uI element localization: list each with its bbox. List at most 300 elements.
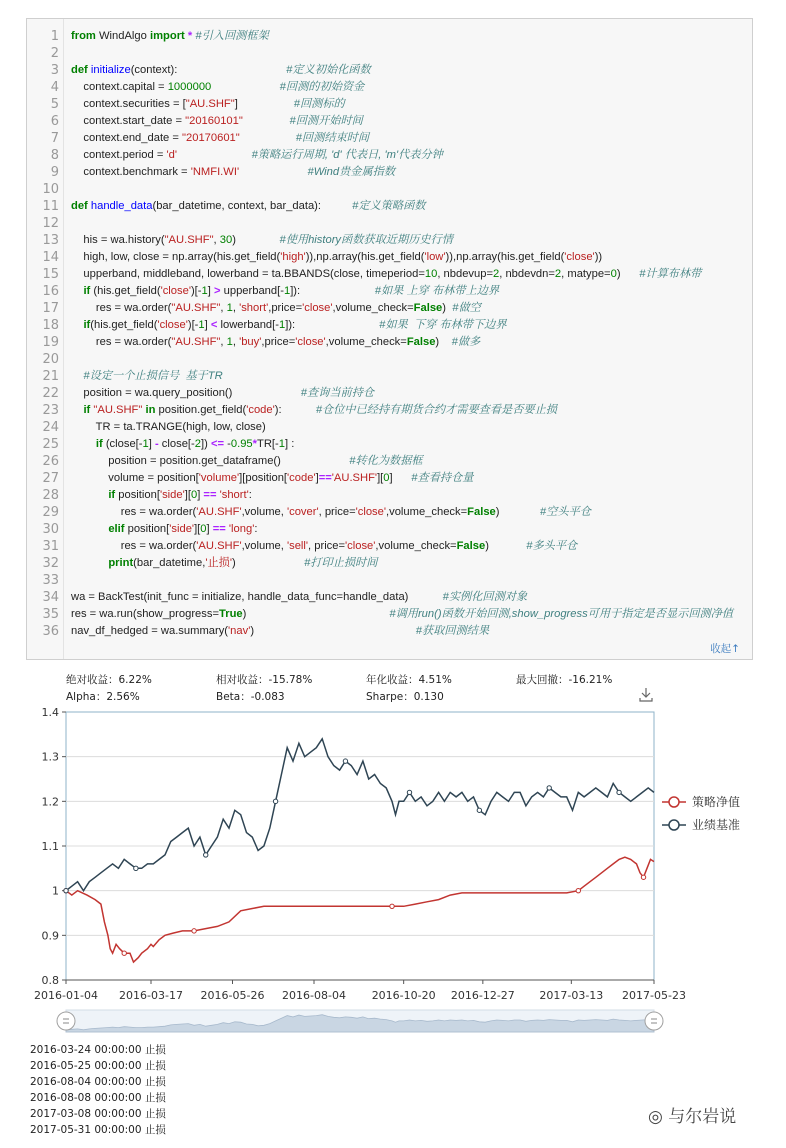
- code-token: )[-: [187, 319, 199, 331]
- code-token: #如果 上穿 布林带上边界: [374, 285, 500, 297]
- code-token: #回测标的: [293, 98, 345, 110]
- code-token: ,price=: [268, 302, 303, 314]
- code-token: 1: [201, 285, 208, 297]
- code-token: ,volume_check=: [375, 540, 457, 552]
- code-token: #Wind贵金属指数: [307, 166, 396, 178]
- code-token: ]: [206, 523, 213, 535]
- code-token: ,: [220, 302, 227, 314]
- watermark: [648, 1102, 736, 1127]
- line-number: 4: [50, 80, 59, 95]
- stat-label: Beta：: [216, 691, 251, 703]
- code-line: [71, 300, 481, 317]
- legend-marker[interactable]: [669, 797, 679, 807]
- code-token: ,: [213, 234, 220, 246]
- code-token: ): [495, 506, 540, 518]
- code-token: #查看持仓量: [411, 472, 474, 484]
- x-tick-label: 2016-10-20: [371, 989, 436, 1002]
- code-token: '止损': [205, 557, 232, 569]
- line-number: 12: [42, 216, 59, 231]
- code-token: True: [219, 608, 243, 620]
- y-tick-label: 0.8: [41, 974, 59, 987]
- code-token: 1: [283, 285, 291, 297]
- code-token: handle_data: [90, 200, 153, 212]
- y-tick-label: 0.9: [41, 929, 59, 943]
- code-token: #转化为数据框: [349, 455, 423, 467]
- stat-value: 2.56%: [106, 691, 140, 703]
- code-token: ,: [220, 336, 227, 348]
- code-token: 2: [554, 268, 562, 280]
- code-token: (context):: [130, 64, 287, 76]
- code-token: ):: [274, 404, 316, 416]
- code-token: [239, 166, 307, 178]
- code-token: False: [406, 336, 436, 348]
- log-line: 2016-03-24 00:00:00 止损: [30, 1044, 166, 1056]
- series-point: [407, 790, 411, 794]
- code-token: ,volume_check=: [325, 336, 407, 348]
- collapse-link[interactable]: 收起↑: [710, 643, 740, 655]
- code-token: #策略运行周期, 'd' 代表日, 'm'代表分钟: [251, 149, 443, 161]
- code-token: context.capital =: [71, 81, 168, 93]
- line-number: 20: [42, 352, 59, 367]
- code-token: elif: [108, 523, 125, 535]
- code-line: [71, 164, 395, 181]
- code-token: volume = position[: [71, 472, 199, 484]
- code-line: [71, 317, 507, 334]
- code-token: ]: [204, 319, 211, 331]
- line-number: 21: [42, 369, 59, 384]
- code-token: (bar_datetime, context, bar_data):: [152, 200, 353, 212]
- code-line: [71, 368, 223, 385]
- code-line: [71, 385, 374, 402]
- code-line: [71, 283, 499, 300]
- code-token: ,: [232, 336, 240, 348]
- code-line: [71, 198, 425, 215]
- code-token: -: [154, 438, 159, 450]
- code-token: 'cover': [286, 506, 319, 518]
- line-number: 27: [42, 471, 59, 486]
- code-token: 0: [200, 523, 207, 535]
- code-line: [71, 79, 364, 96]
- code-token: #获取回测结果: [415, 625, 490, 637]
- code-token: 'side': [169, 523, 195, 535]
- line-number: 10: [42, 182, 59, 197]
- x-tick-label: 2016-05-26: [200, 989, 265, 1002]
- code-token: if: [83, 404, 91, 416]
- code-token: in: [145, 404, 156, 416]
- code-token: ,volume_check=: [386, 506, 468, 518]
- code-token: #计算布林带: [639, 268, 702, 280]
- code-token: 'low': [424, 251, 446, 263]
- code-token: ==: [212, 523, 226, 535]
- code-token: 'buy': [239, 336, 262, 348]
- line-number: 14: [42, 250, 59, 265]
- code-token: 'AU.SHF': [196, 506, 242, 518]
- line-number: 3: [50, 63, 59, 78]
- stat-label: Alpha：: [66, 691, 107, 703]
- x-tick-label: 2016-08-04: [282, 989, 346, 1002]
- line-number: 7: [50, 131, 59, 146]
- code-token: 'close': [345, 540, 376, 552]
- line-number: 18: [42, 318, 59, 333]
- code-line: [71, 589, 527, 606]
- code-token: 'close': [295, 336, 326, 348]
- code-token: #回测开始时间: [289, 115, 363, 127]
- code-token: #空头平仓: [539, 506, 591, 518]
- log-line: 2017-05-31 00:00:00 止损: [30, 1124, 166, 1136]
- code-token: #使用history函数获取近期历史行情: [279, 234, 453, 246]
- code-token: -: [224, 438, 231, 450]
- code-token: #如果 下穿 布林带下边界: [379, 319, 507, 331]
- code-line: [71, 402, 557, 419]
- x-tick-label: 2016-03-17: [119, 989, 183, 1002]
- watermark-text: 与尔岩说: [668, 1107, 737, 1127]
- code-token: TR[-: [257, 438, 279, 450]
- code-token: from: [71, 30, 96, 42]
- line-number: 36: [42, 624, 59, 639]
- download-icon[interactable]: [640, 688, 652, 701]
- code-line: [71, 555, 377, 572]
- code-token: False: [467, 506, 496, 518]
- series-point: [134, 866, 138, 870]
- code-token: 0: [190, 489, 198, 501]
- code-token: 'AU.SHF': [331, 472, 378, 484]
- line-number: 24: [42, 420, 59, 435]
- code-token: (bar_datetime,: [133, 557, 206, 569]
- code-token: 'NMFI.WI': [190, 166, 240, 178]
- code-line: [71, 249, 602, 266]
- series-line-1: [66, 739, 654, 891]
- line-number: 32: [42, 556, 59, 571]
- code-token: ] :: [285, 438, 295, 450]
- code-token: 'short': [219, 489, 249, 501]
- zoom-handle-left[interactable]: [57, 1012, 75, 1030]
- code-token: 2: [493, 268, 500, 280]
- code-token: #引入回测框架: [192, 30, 269, 42]
- code-line: [71, 232, 453, 249]
- code-line: [71, 623, 489, 640]
- line-number: 15: [42, 267, 59, 282]
- stat-label: 年化收益：: [366, 674, 419, 686]
- code-token: [243, 115, 290, 127]
- code-token: [71, 285, 83, 297]
- series-point: [576, 888, 580, 892]
- code-token: ][position[: [239, 472, 288, 484]
- x-tick-label: 2017-03-13: [539, 989, 604, 1002]
- code-token: 0: [610, 268, 617, 280]
- series-point: [122, 951, 126, 955]
- code-token: if: [83, 285, 91, 297]
- series-point: [477, 808, 481, 812]
- y-tick-label: 1: [52, 884, 59, 898]
- code-token: :: [248, 489, 252, 501]
- stat-value: -15.78%: [268, 674, 313, 686]
- stat-value: 6.22%: [118, 674, 152, 686]
- code-token: ]: [234, 98, 294, 110]
- code-token: 'AU.SHF': [196, 540, 242, 552]
- code-token: 'side': [159, 489, 185, 501]
- code-token: "AU.SHF": [93, 404, 143, 416]
- y-tick-label: 1.3: [41, 750, 59, 764]
- stat-label: 相对收益：: [216, 674, 269, 686]
- code-line: [71, 470, 473, 487]
- code-token: 'close': [355, 506, 386, 518]
- code-token: 0: [383, 472, 390, 484]
- code-token: res = wa.run(show_progress=: [71, 608, 219, 620]
- code-token: res = wa.order(: [71, 336, 172, 348]
- zoom-handle-right[interactable]: [645, 1012, 663, 1030]
- code-token: ]: [148, 438, 155, 450]
- code-token: import: [149, 30, 185, 42]
- line-number: 1: [50, 29, 59, 44]
- wechat-icon: ◎: [648, 1107, 663, 1127]
- line-number: 5: [50, 97, 59, 112]
- code-token: )): [594, 251, 603, 263]
- code-token: "20160101": [185, 115, 243, 127]
- code-token: , nbdevup=: [437, 268, 493, 280]
- code-token: False: [456, 540, 486, 552]
- code-token: #查询当前持仓: [300, 387, 375, 399]
- code-token: ): [435, 336, 452, 348]
- code-token: 'close': [302, 302, 333, 314]
- code-token: [71, 404, 83, 416]
- code-token: 10: [424, 268, 438, 280]
- code-token: position.get_field(: [155, 404, 247, 416]
- log-line: 2016-08-08 00:00:00 止损: [30, 1092, 166, 1104]
- code-token: ): [616, 268, 640, 280]
- code-token: ]: [389, 472, 412, 484]
- code-token: WindAlgo: [95, 30, 150, 42]
- line-number: 13: [42, 233, 59, 248]
- code-token: )),np.array(his.get_field(: [305, 251, 425, 263]
- legend-label[interactable]: 业绩基准: [692, 818, 741, 832]
- code-token: lowerband[-: [217, 319, 279, 331]
- code-token: )[-: [190, 285, 202, 297]
- code-token: 'long': [228, 523, 255, 535]
- code-token: close[-: [158, 438, 195, 450]
- code-token: initialize: [90, 64, 131, 76]
- code-token: high, low, close = np.array(his.get_field(: [71, 251, 281, 263]
- line-number: 8: [50, 148, 59, 163]
- log-line: 2016-08-04 00:00:00 止损: [30, 1076, 166, 1088]
- stat-value: -0.083: [250, 691, 285, 703]
- stat-label: 绝对收益：: [66, 674, 119, 686]
- code-token: upperband[-: [220, 285, 284, 297]
- code-token: print: [108, 557, 134, 569]
- code-token: context.end_date =: [71, 132, 183, 144]
- series-point: [204, 853, 208, 857]
- code-token: if: [83, 319, 91, 331]
- line-number: 34: [42, 590, 59, 605]
- code-token: 'code': [246, 404, 275, 416]
- backtest-chart: [0, 660, 786, 1040]
- code-token: 30: [219, 234, 233, 246]
- code-token: #设定一个止损信号 基于TR: [71, 370, 223, 382]
- code-line: [71, 96, 345, 113]
- code-token: ): [442, 302, 453, 314]
- line-number: 11: [42, 199, 59, 214]
- code-token: #仓位中已经持有期货合约才需要查看是否要止损: [315, 404, 557, 416]
- code-token: :: [254, 523, 258, 535]
- code-token: ]):: [290, 285, 375, 297]
- line-number: 2: [50, 46, 59, 61]
- code-token: ): [242, 608, 390, 620]
- line-number: 25: [42, 437, 59, 452]
- code-token: upperband, middleband, lowerband = ta.BBANDS(close, timeperiod=: [71, 268, 425, 280]
- code-line: [71, 147, 443, 164]
- stat-value: -16.21%: [568, 674, 613, 686]
- line-number: 17: [42, 301, 59, 316]
- log-line: 2016-05-25 00:00:00 止损: [30, 1060, 166, 1072]
- code-token: res = wa.order(: [71, 302, 172, 314]
- y-tick-label: 1.2: [41, 795, 59, 809]
- code-token: #调用run()函数开始回测,show_progress可用于指定是否显示回测净值: [389, 608, 734, 620]
- code-line: [71, 538, 577, 555]
- code-token: "AU.SHF": [185, 98, 235, 110]
- code-token: TR = ta.TRANGE(high, low, close): [71, 421, 266, 433]
- code-token: 1000000: [167, 81, 212, 93]
- code-token: [211, 81, 279, 93]
- code-token: #回测结束时间: [295, 132, 370, 144]
- code-token: ): [250, 625, 416, 637]
- code-token: , nbdevdn=: [499, 268, 555, 280]
- code-line: [71, 487, 252, 504]
- code-token: 'volume': [198, 472, 240, 484]
- code-token: 0.95: [230, 438, 253, 450]
- code-token: [240, 132, 296, 144]
- code-line: [71, 606, 733, 623]
- code-token: #回测的初始资金: [279, 81, 365, 93]
- legend-marker[interactable]: [669, 820, 679, 830]
- code-token: ): [485, 540, 527, 552]
- code-token: ][: [377, 472, 384, 484]
- code-token: 'close': [564, 251, 595, 263]
- series-point: [617, 790, 621, 794]
- code-token: ,volume_check=: [332, 302, 414, 314]
- code-token: his = wa.history(: [71, 234, 165, 246]
- code-line: [71, 521, 257, 538]
- code-token: [177, 149, 252, 161]
- stat-label: Sharpe：: [366, 691, 414, 703]
- code-token: 'sell': [286, 540, 309, 552]
- series-line-0: [66, 857, 654, 962]
- line-number: 29: [42, 505, 59, 520]
- stat-value: 4.51%: [418, 674, 452, 686]
- code-token: context.benchmark =: [71, 166, 191, 178]
- code-line: [71, 130, 369, 147]
- line-number: 30: [42, 522, 59, 537]
- code-token: [71, 523, 108, 535]
- code-token: [71, 438, 96, 450]
- code-token: #做多: [451, 336, 481, 348]
- code-token: *: [184, 30, 193, 42]
- code-token: 1: [278, 438, 285, 450]
- code-token: ]: [207, 285, 214, 297]
- code-token: "20170601": [182, 132, 240, 144]
- line-number-gutter: [27, 19, 64, 659]
- code-token: position = wa.query_position(): [71, 387, 301, 399]
- code-token: 'close': [160, 285, 191, 297]
- code-line: [71, 504, 591, 521]
- line-number: 33: [42, 573, 59, 588]
- line-number: 23: [42, 403, 59, 418]
- code-line: [71, 62, 371, 79]
- line-number: 19: [42, 335, 59, 350]
- code-token: if: [108, 489, 116, 501]
- code-line: [71, 436, 294, 453]
- code-token: context.period =: [71, 149, 167, 161]
- code-token: ,volume,: [241, 506, 287, 518]
- code-token: 1: [142, 438, 149, 450]
- stat-value: 0.130: [413, 691, 444, 703]
- code-token: 'nav': [228, 625, 251, 637]
- code-token: [71, 557, 108, 569]
- code-token: , price=: [308, 540, 346, 552]
- code-token: if: [95, 438, 103, 450]
- code-token: ): [232, 234, 280, 246]
- code-token: [71, 489, 108, 501]
- code-token: ]):: [285, 319, 380, 331]
- code-token: 'high': [280, 251, 306, 263]
- code-token: def: [71, 200, 88, 212]
- x-tick-label: 2017-05-23: [622, 989, 686, 1002]
- series-point: [64, 888, 68, 892]
- code-token: #做空: [452, 302, 481, 314]
- code-token: ]): [201, 438, 211, 450]
- code-token: def: [71, 64, 88, 76]
- code-token: 1: [226, 302, 233, 314]
- download-icon-stroke: [640, 698, 652, 701]
- code-token: #实例化回测对象: [442, 591, 528, 603]
- series-point: [273, 799, 277, 803]
- series-point: [343, 759, 347, 763]
- code-token: "AU.SHF": [164, 234, 214, 246]
- code-token: 1: [226, 336, 233, 348]
- code-token: "AU.SHF": [171, 336, 221, 348]
- series-point: [641, 875, 645, 879]
- code-token: 'd': [166, 149, 177, 161]
- code-token: 'close': [157, 319, 188, 331]
- code-line: [71, 419, 266, 436]
- code-token: ,volume,: [241, 540, 287, 552]
- code-token: #打印止损时间: [304, 557, 378, 569]
- code-token: context.start_date =: [71, 115, 186, 127]
- code-token: (his.get_field(: [90, 319, 158, 331]
- code-token: [71, 319, 83, 331]
- code-token: ==: [318, 472, 332, 484]
- line-number: 22: [42, 386, 59, 401]
- code-token: position = position.get_dataframe(): [71, 455, 350, 467]
- line-number: 16: [42, 284, 59, 299]
- legend-label[interactable]: 策略净值: [692, 795, 741, 809]
- series-point: [192, 929, 196, 933]
- code-line: [71, 334, 480, 351]
- code-token: #定义初始化函数: [286, 64, 371, 76]
- code-token: ][: [194, 523, 201, 535]
- code-line: [71, 453, 423, 470]
- code-token: )),np.array(his.get_field(: [445, 251, 565, 263]
- code-panel: [26, 18, 753, 660]
- series-point: [390, 904, 394, 908]
- code-token: , matype=: [561, 268, 611, 280]
- code-token: ]: [197, 489, 204, 501]
- line-number: 28: [42, 488, 59, 503]
- code-token: wa = BackTest(init_func = initialize, handle_data_func=handle_data): [71, 591, 443, 603]
- line-number: 6: [50, 114, 59, 129]
- code-token: >: [213, 285, 221, 297]
- line-number: 31: [42, 539, 59, 554]
- code-token: 'short': [239, 302, 269, 314]
- code-token: ,: [232, 302, 240, 314]
